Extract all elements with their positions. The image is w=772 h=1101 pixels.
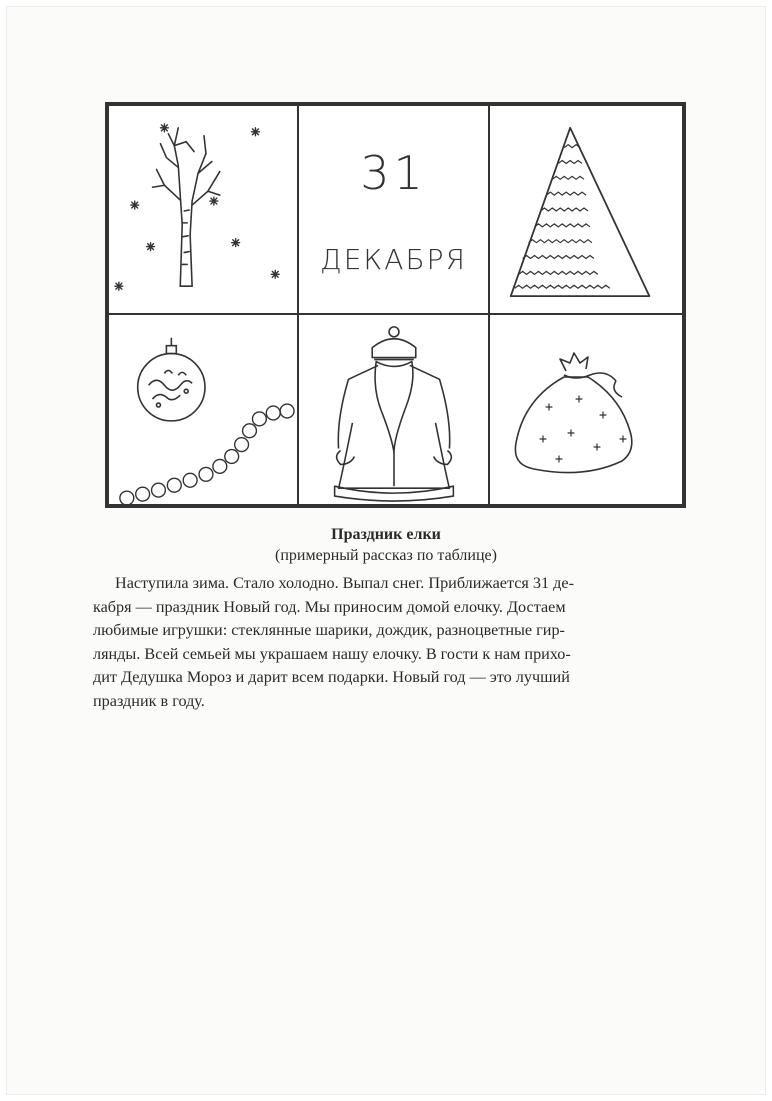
- story-line: любимые игрушки: стеклянные шарики, дождик, разноцветные гир-: [93, 621, 565, 640]
- father-frost-drawing: [299, 315, 488, 504]
- cell-gift-sack: [490, 315, 682, 504]
- cell-date: [299, 106, 490, 315]
- date-number: 31: [360, 146, 427, 200]
- gift-sack-drawing: [490, 315, 682, 504]
- cell-fir-tree: [490, 106, 682, 315]
- snowflake-icons: [115, 124, 279, 290]
- fir-tree-drawing: [490, 106, 682, 313]
- cell-father-frost: [299, 315, 490, 504]
- hat: [372, 339, 416, 358]
- cell-ornaments: [109, 315, 299, 504]
- christmas-ball-icon: [138, 354, 205, 421]
- date-month: ДЕКАБРЯ: [320, 243, 467, 276]
- story-subtitle: (примерный рассказ по таблице): [275, 547, 497, 564]
- beard: [375, 362, 413, 453]
- story-line: праздник в году.: [93, 691, 205, 710]
- sack-snowflake-icons: [540, 396, 626, 462]
- story-line: кабря — праздник Новый год. Мы приносим домой елочку. Достаем: [93, 597, 566, 616]
- story-title: Праздник елки: [331, 526, 441, 543]
- ornament-cap: [166, 346, 176, 354]
- ornament-and-garland-drawing: [109, 315, 297, 504]
- story-line: дит Дедушка Мороз и дарит всем подарки. Новый год — это лучший: [93, 668, 570, 687]
- story-line: Наступила зима. Стало холодно. Выпал снег. Приближается 31 де-: [115, 574, 574, 592]
- sack-top: [560, 353, 588, 371]
- garland-icon: [120, 404, 294, 504]
- story-line: лянды. Всей семьей мы украшаем нашу елочку. В гости к нам прихо-: [93, 644, 571, 663]
- cell-winter-tree: [109, 106, 299, 315]
- birch-tree-drawing: [109, 106, 297, 313]
- picture-table: [105, 102, 686, 508]
- story-text: [93, 572, 686, 714]
